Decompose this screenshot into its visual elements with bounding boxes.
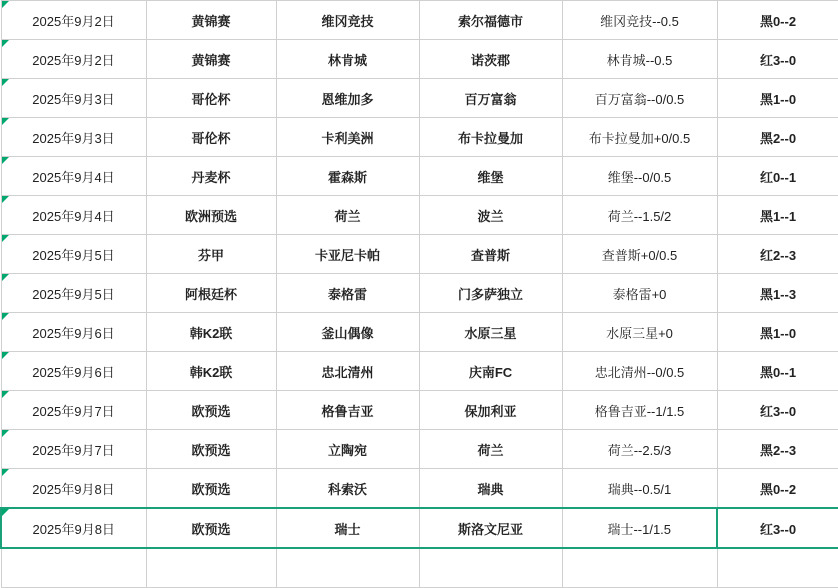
cell-handicap: 瑞士--1/1.5 (562, 508, 717, 548)
cell-result (717, 548, 838, 588)
cell-result: 红2--3 (717, 235, 838, 274)
cell-handicap: 林肯城--0.5 (562, 40, 717, 79)
cell-away-team (419, 548, 562, 588)
cell-result: 黑0--1 (717, 352, 838, 391)
cell-date (1, 196, 146, 235)
cell-result: 黑1--1 (717, 196, 838, 235)
cell-league: 韩K2联 (146, 313, 276, 352)
cell-result: 红3--0 (717, 508, 838, 548)
cell-league: 欧预选 (146, 469, 276, 509)
table-row[interactable] (1, 79, 838, 118)
cell-result: 黑2--0 (717, 118, 838, 157)
table-row[interactable] (1, 391, 838, 430)
cell-home-team: 忠北清州 (276, 352, 419, 391)
cell-date (1, 469, 146, 509)
cell-league: 阿根廷杯 (146, 274, 276, 313)
cell-result: 黑2--3 (717, 430, 838, 469)
cell-handicap: 维堡--0/0.5 (562, 157, 717, 196)
cell-home-team: 格鲁吉亚 (276, 391, 419, 430)
row-marker-icon (2, 469, 9, 476)
date-text: 2025年9月6日 (32, 364, 115, 380)
cell-league: 丹麦杯 (146, 157, 276, 196)
cell-date (1, 1, 146, 40)
cell-date (1, 235, 146, 274)
cell-handicap (562, 548, 717, 588)
cell-handicap: 百万富翁--0/0.5 (562, 79, 717, 118)
table-row[interactable] (1, 352, 838, 391)
table-row[interactable] (1, 235, 838, 274)
cell-handicap: 忠北清州--0/0.5 (562, 352, 717, 391)
cell-date (1, 40, 146, 79)
cell-date (1, 352, 146, 391)
row-marker-icon (2, 1, 9, 8)
date-text: 2025年9月5日 (32, 247, 115, 263)
cell-handicap: 布卡拉曼加+0/0.5 (562, 118, 717, 157)
row-marker-icon (2, 352, 9, 359)
cell-home-team: 霍森斯 (276, 157, 419, 196)
cell-league: 欧洲预选 (146, 196, 276, 235)
row-marker-icon (2, 274, 9, 281)
cell-league: 黄锦赛 (146, 1, 276, 40)
cell-home-team: 科索沃 (276, 469, 419, 509)
cell-handicap: 水原三星+0 (562, 313, 717, 352)
table-row[interactable] (1, 40, 838, 79)
cell-home-team: 立陶宛 (276, 430, 419, 469)
cell-result: 黑0--2 (717, 469, 838, 509)
cell-handicap: 维冈竞技--0.5 (562, 1, 717, 40)
cell-home-team: 恩维加多 (276, 79, 419, 118)
cell-result: 红0--1 (717, 157, 838, 196)
cell-date (1, 548, 146, 588)
table-row[interactable] (1, 118, 838, 157)
row-marker-icon (2, 313, 9, 320)
table-row[interactable] (1, 469, 838, 509)
row-marker-icon (2, 157, 9, 164)
date-text: 2025年9月3日 (32, 91, 115, 107)
cell-handicap: 瑞典--0.5/1 (562, 469, 717, 509)
cell-handicap: 泰格雷+0 (562, 274, 717, 313)
cell-league: 欧预选 (146, 391, 276, 430)
cell-result: 红3--0 (717, 40, 838, 79)
cell-home-team: 维冈竞技 (276, 1, 419, 40)
cell-away-team: 波兰 (419, 196, 562, 235)
cell-away-team: 斯洛文尼亚 (419, 508, 562, 548)
cell-handicap: 查普斯+0/0.5 (562, 235, 717, 274)
cell-handicap: 荷兰--2.5/3 (562, 430, 717, 469)
cell-away-team: 门多萨独立 (419, 274, 562, 313)
date-text: 2025年9月5日 (32, 286, 115, 302)
cell-home-team: 林肯城 (276, 40, 419, 79)
cell-home-team: 卡利美洲 (276, 118, 419, 157)
table-row[interactable] (1, 1, 838, 40)
row-marker-icon (2, 79, 9, 86)
table-row[interactable] (1, 274, 838, 313)
cell-away-team: 维堡 (419, 157, 562, 196)
cell-date (1, 274, 146, 313)
date-text: 2025年9月3日 (32, 130, 115, 146)
table-row[interactable] (1, 157, 838, 196)
row-marker-icon (2, 118, 9, 125)
cell-league: 芬甲 (146, 235, 276, 274)
cell-date (1, 118, 146, 157)
cell-handicap: 格鲁吉亚--1/1.5 (562, 391, 717, 430)
table-row[interactable] (1, 313, 838, 352)
date-text: 2025年9月7日 (32, 403, 115, 419)
date-text: 2025年9月8日 (32, 481, 115, 497)
cell-home-team: 瑞士 (276, 508, 419, 548)
cell-date (1, 391, 146, 430)
row-marker-icon (2, 235, 9, 242)
date-text: 2025年9月4日 (32, 169, 115, 185)
cell-handicap: 荷兰--1.5/2 (562, 196, 717, 235)
row-marker-icon (2, 391, 9, 398)
cell-league: 欧预选 (146, 430, 276, 469)
table-row[interactable] (1, 548, 838, 588)
cell-date (1, 508, 146, 548)
cell-away-team: 布卡拉曼加 (419, 118, 562, 157)
date-text: 2025年9月8日 (32, 521, 115, 537)
cell-league: 哥伦杯 (146, 118, 276, 157)
cell-away-team: 荷兰 (419, 430, 562, 469)
cell-date (1, 79, 146, 118)
date-text: 2025年9月2日 (32, 52, 115, 68)
cell-away-team: 百万富翁 (419, 79, 562, 118)
cell-home-team: 荷兰 (276, 196, 419, 235)
cell-home-team (276, 548, 419, 588)
cell-home-team: 泰格雷 (276, 274, 419, 313)
cell-away-team: 保加利亚 (419, 391, 562, 430)
cell-league: 哥伦杯 (146, 79, 276, 118)
cell-date (1, 313, 146, 352)
row-marker-icon (2, 430, 9, 437)
cell-home-team: 釜山偶像 (276, 313, 419, 352)
cell-away-team: 水原三星 (419, 313, 562, 352)
date-text: 2025年9月2日 (32, 13, 115, 29)
cell-away-team: 诺茨郡 (419, 40, 562, 79)
cell-date (1, 157, 146, 196)
row-marker-icon (2, 196, 9, 203)
cell-date (1, 430, 146, 469)
cell-result: 黑1--3 (717, 274, 838, 313)
row-marker-icon (2, 509, 9, 516)
cell-away-team: 查普斯 (419, 235, 562, 274)
date-text: 2025年9月4日 (32, 208, 115, 224)
cell-result: 黑1--0 (717, 313, 838, 352)
table-row[interactable] (1, 508, 838, 548)
cell-away-team: 庆南FC (419, 352, 562, 391)
cell-result: 黑0--2 (717, 1, 838, 40)
cell-result: 黑1--0 (717, 79, 838, 118)
cell-away-team: 索尔福德市 (419, 1, 562, 40)
row-marker-icon (2, 40, 9, 47)
date-text: 2025年9月6日 (32, 325, 115, 341)
cell-result: 红3--0 (717, 391, 838, 430)
cell-home-team: 卡亚尼卡帕 (276, 235, 419, 274)
table-row[interactable] (1, 196, 838, 235)
cell-league: 黄锦赛 (146, 40, 276, 79)
cell-league (146, 548, 276, 588)
cell-league: 韩K2联 (146, 352, 276, 391)
cell-away-team: 瑞典 (419, 469, 562, 509)
date-text: 2025年9月7日 (32, 442, 115, 458)
cell-league: 欧预选 (146, 508, 276, 548)
table-row[interactable] (1, 430, 838, 469)
table-body (1, 1, 838, 588)
